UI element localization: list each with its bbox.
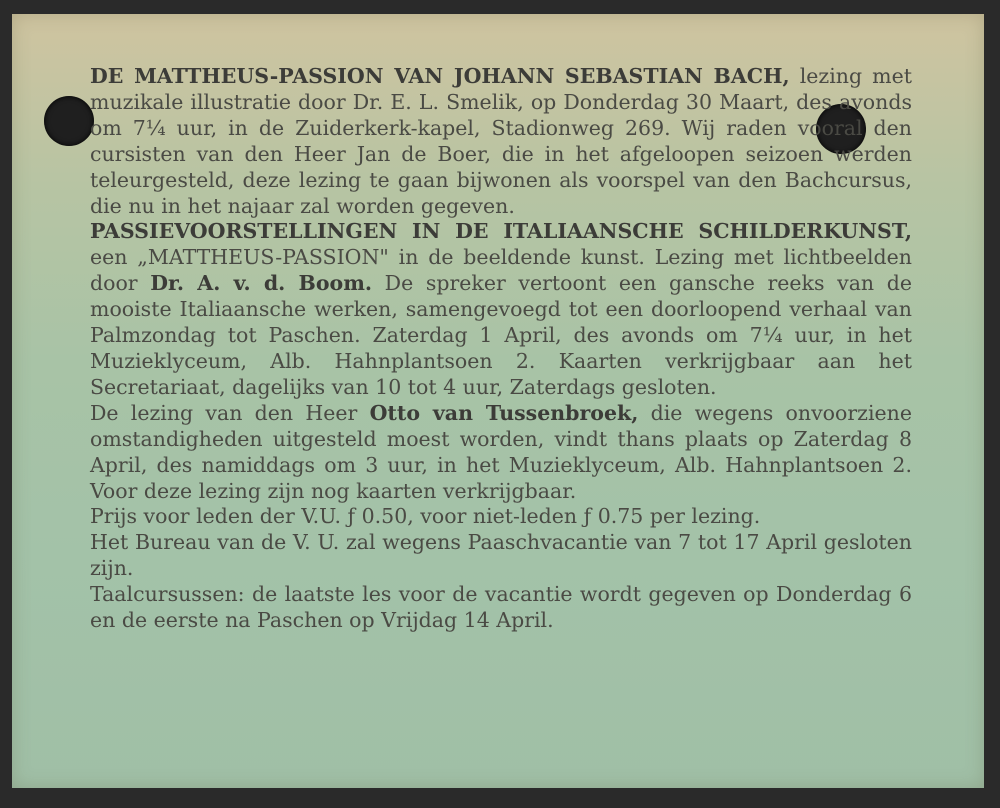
paragraph-passievoorstellingen [90,219,912,400]
paragraph-body: Prijs voor leden der V.U. ƒ 0.50, voor niet-leden ƒ 0.75 per lezing. [90,504,761,529]
paragraph-body: Het Bureau van de V. U. zal wegens Paaschvacantie van 7 tot 17 April gesloten zijn. [90,530,912,581]
paragraph-body: lezing met muzikale illustratie door Dr. E. L. Smelik, op Donderdag 30 Maart, des avonds om 7¼ uur, in de Zuiderkerk-kapel, Stadionweg 269. Wij raden vooral den cursisten van den Heer Jan de Boer, die in het afgeloopen seizoen werden teleurgesteld, deze lezing te gaan bijwonen als voorspel van den Bachcursus, die nu in het najaar zal worden gegeven. [90,64,912,218]
notice-text [90,64,912,634]
paragraph-body: een „MATTHEUS-PASSION" in de beeldende kunst. Lezing met lichtbeelden door [90,245,912,296]
paragraph-body: Taalcursussen: de laatste les voor de vacantie wordt gegeven op Donderdag 6 en de eerste na Paschen op Vrijdag 14 April. [90,582,912,633]
paragraph-body: De spreker vertoont een gansche reeks van de mooiste Italiaansche werken, samengevoegd tot een doorloopend verhaal van Palmzondag tot Paschen. Zaterdag 1 April, des avonds om 7¼ uur, in het Muzieklyceum, Alb. Hahnplantsoen 2. Kaarten verkrijgbaar aan het Secretariaat, dagelijks van 10 tot 4 uur, Zaterdags gesloten. [90,271,913,399]
paragraph-body: De lezing van den Heer [90,400,370,425]
heading-mattheus-passion: DE MATTHEUS-PASSION VAN JOHANN SEBASTIAN BACH, [90,64,790,88]
paragraph-language-courses [90,582,912,634]
paragraph-mattheus-passion [90,64,912,219]
heading-passievoorstellingen: PASSIEVOORSTELLINGEN IN DE ITALIAANSCHE SCHILDERKUNST, [90,219,912,244]
lecturer-name: Otto van Tussenbroek, [369,400,639,425]
paragraph-body: die wegens onvoorziene omstandigheden uitgesteld moest worden, vindt thans plaats op Zaterdag 8 April, des namiddags om 3 uur, in het Muzieklyceum, Alb. Hahnplantsoen 2. Voor deze lezing zijn nog kaarten verkrijgbaar. [90,400,912,503]
notice-card [12,14,984,788]
paragraph-bureau-closed [90,530,912,582]
paragraph-tussenbroek [90,401,912,505]
punch-hole-left [44,96,94,146]
speaker-name: Dr. A. v. d. Boom. [150,271,373,296]
paragraph-prices [90,504,912,530]
